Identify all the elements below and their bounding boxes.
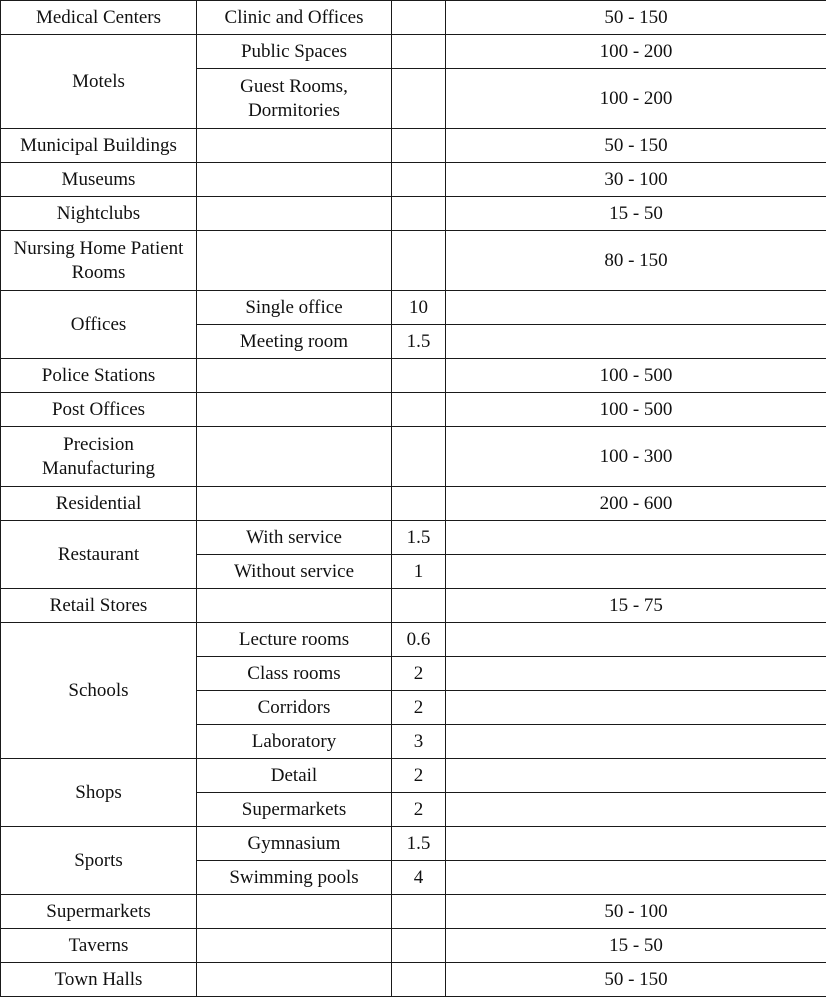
category-cell: Shops — [1, 759, 197, 827]
value-cell — [392, 963, 446, 997]
table-row — [1, 129, 826, 163]
subcategory-cell: Laboratory — [197, 725, 392, 759]
table-row — [1, 35, 826, 69]
subcategory-cell — [197, 487, 392, 521]
value-cell: 1.5 — [392, 521, 446, 555]
category-cell: Residential — [1, 487, 197, 521]
range-cell: 100 - 200 — [446, 35, 826, 69]
range-cell — [446, 691, 826, 725]
range-cell: 100 - 500 — [446, 393, 826, 427]
category-cell: Post Offices — [1, 393, 197, 427]
category-cell: Sports — [1, 827, 197, 895]
range-cell — [446, 291, 826, 325]
value-cell — [392, 69, 446, 129]
range-cell — [446, 861, 826, 895]
range-cell — [446, 623, 826, 657]
table-row — [1, 359, 826, 393]
value-cell — [392, 1, 446, 35]
category-cell: Police Stations — [1, 359, 197, 393]
subcategory-cell: Guest Rooms, Dormitories — [197, 69, 392, 129]
value-cell: 1 — [392, 555, 446, 589]
category-cell: Medical Centers — [1, 1, 197, 35]
subcategory-cell — [197, 393, 392, 427]
table-row — [1, 929, 826, 963]
category-cell: Restaurant — [1, 521, 197, 589]
table-row — [1, 759, 826, 793]
table-row — [1, 623, 826, 657]
value-cell — [392, 393, 446, 427]
table-row — [1, 231, 826, 291]
value-cell: 2 — [392, 657, 446, 691]
table-row — [1, 521, 826, 555]
subcategory-cell — [197, 231, 392, 291]
category-cell: Offices — [1, 291, 197, 359]
range-cell — [446, 657, 826, 691]
table-row — [1, 827, 826, 861]
subcategory-cell: Public Spaces — [197, 35, 392, 69]
range-cell: 50 - 150 — [446, 129, 826, 163]
category-cell: Town Halls — [1, 963, 197, 997]
subcategory-cell: With service — [197, 521, 392, 555]
category-cell: Supermarkets — [1, 895, 197, 929]
range-cell — [446, 725, 826, 759]
range-cell — [446, 521, 826, 555]
range-cell: 100 - 300 — [446, 427, 826, 487]
subcategory-cell — [197, 359, 392, 393]
range-cell: 15 - 50 — [446, 197, 826, 231]
range-cell: 80 - 150 — [446, 231, 826, 291]
subcategory-cell: Corridors — [197, 691, 392, 725]
value-cell: 1.5 — [392, 325, 446, 359]
range-cell — [446, 759, 826, 793]
value-cell — [392, 163, 446, 197]
value-cell — [392, 231, 446, 291]
range-cell: 15 - 50 — [446, 929, 826, 963]
subcategory-cell — [197, 129, 392, 163]
category-cell: Motels — [1, 35, 197, 129]
value-cell: 10 — [392, 291, 446, 325]
table-row — [1, 1, 826, 35]
category-cell: Taverns — [1, 929, 197, 963]
subcategory-cell: Gymnasium — [197, 827, 392, 861]
table-row — [1, 393, 826, 427]
value-cell: 2 — [392, 759, 446, 793]
subcategory-cell: Detail — [197, 759, 392, 793]
range-cell: 100 - 200 — [446, 69, 826, 129]
range-cell — [446, 325, 826, 359]
subcategory-cell — [197, 895, 392, 929]
range-cell: 30 - 100 — [446, 163, 826, 197]
subcategory-cell: Class rooms — [197, 657, 392, 691]
subcategory-cell — [197, 427, 392, 487]
value-cell — [392, 487, 446, 521]
subcategory-cell — [197, 163, 392, 197]
subcategory-cell: Meeting room — [197, 325, 392, 359]
value-cell: 2 — [392, 691, 446, 725]
range-cell: 15 - 75 — [446, 589, 826, 623]
range-cell — [446, 793, 826, 827]
value-cell — [392, 359, 446, 393]
value-cell: 0.6 — [392, 623, 446, 657]
table-row — [1, 197, 826, 231]
table-row — [1, 163, 826, 197]
value-cell — [392, 129, 446, 163]
table-body — [1, 1, 826, 997]
category-cell: Nightclubs — [1, 197, 197, 231]
category-cell: Schools — [1, 623, 197, 759]
category-cell: Precision Manufacturing — [1, 427, 197, 487]
range-cell: 100 - 500 — [446, 359, 826, 393]
value-cell — [392, 895, 446, 929]
subcategory-cell — [197, 929, 392, 963]
subcategory-cell — [197, 589, 392, 623]
category-cell: Retail Stores — [1, 589, 197, 623]
subcategory-cell: Supermarkets — [197, 793, 392, 827]
table-row — [1, 589, 826, 623]
range-cell: 200 - 600 — [446, 487, 826, 521]
value-cell — [392, 427, 446, 487]
value-cell: 3 — [392, 725, 446, 759]
category-cell: Municipal Buildings — [1, 129, 197, 163]
range-cell — [446, 555, 826, 589]
range-cell: 50 - 100 — [446, 895, 826, 929]
table-row — [1, 291, 826, 325]
subcategory-cell — [197, 963, 392, 997]
table-row — [1, 963, 826, 997]
value-cell — [392, 929, 446, 963]
value-cell — [392, 35, 446, 69]
subcategory-cell: Without service — [197, 555, 392, 589]
subcategory-cell: Lecture rooms — [197, 623, 392, 657]
range-cell: 50 - 150 — [446, 963, 826, 997]
value-cell — [392, 589, 446, 623]
table-row — [1, 427, 826, 487]
subcategory-cell: Clinic and Offices — [197, 1, 392, 35]
table-row — [1, 895, 826, 929]
value-cell: 4 — [392, 861, 446, 895]
value-cell: 1.5 — [392, 827, 446, 861]
value-cell: 2 — [392, 793, 446, 827]
category-cell: Nursing Home Patient Rooms — [1, 231, 197, 291]
range-cell: 50 - 150 — [446, 1, 826, 35]
table-row — [1, 487, 826, 521]
subcategory-cell: Swimming pools — [197, 861, 392, 895]
range-cell — [446, 827, 826, 861]
value-cell — [392, 197, 446, 231]
category-cell: Museums — [1, 163, 197, 197]
subcategory-cell — [197, 197, 392, 231]
subcategory-cell: Single office — [197, 291, 392, 325]
